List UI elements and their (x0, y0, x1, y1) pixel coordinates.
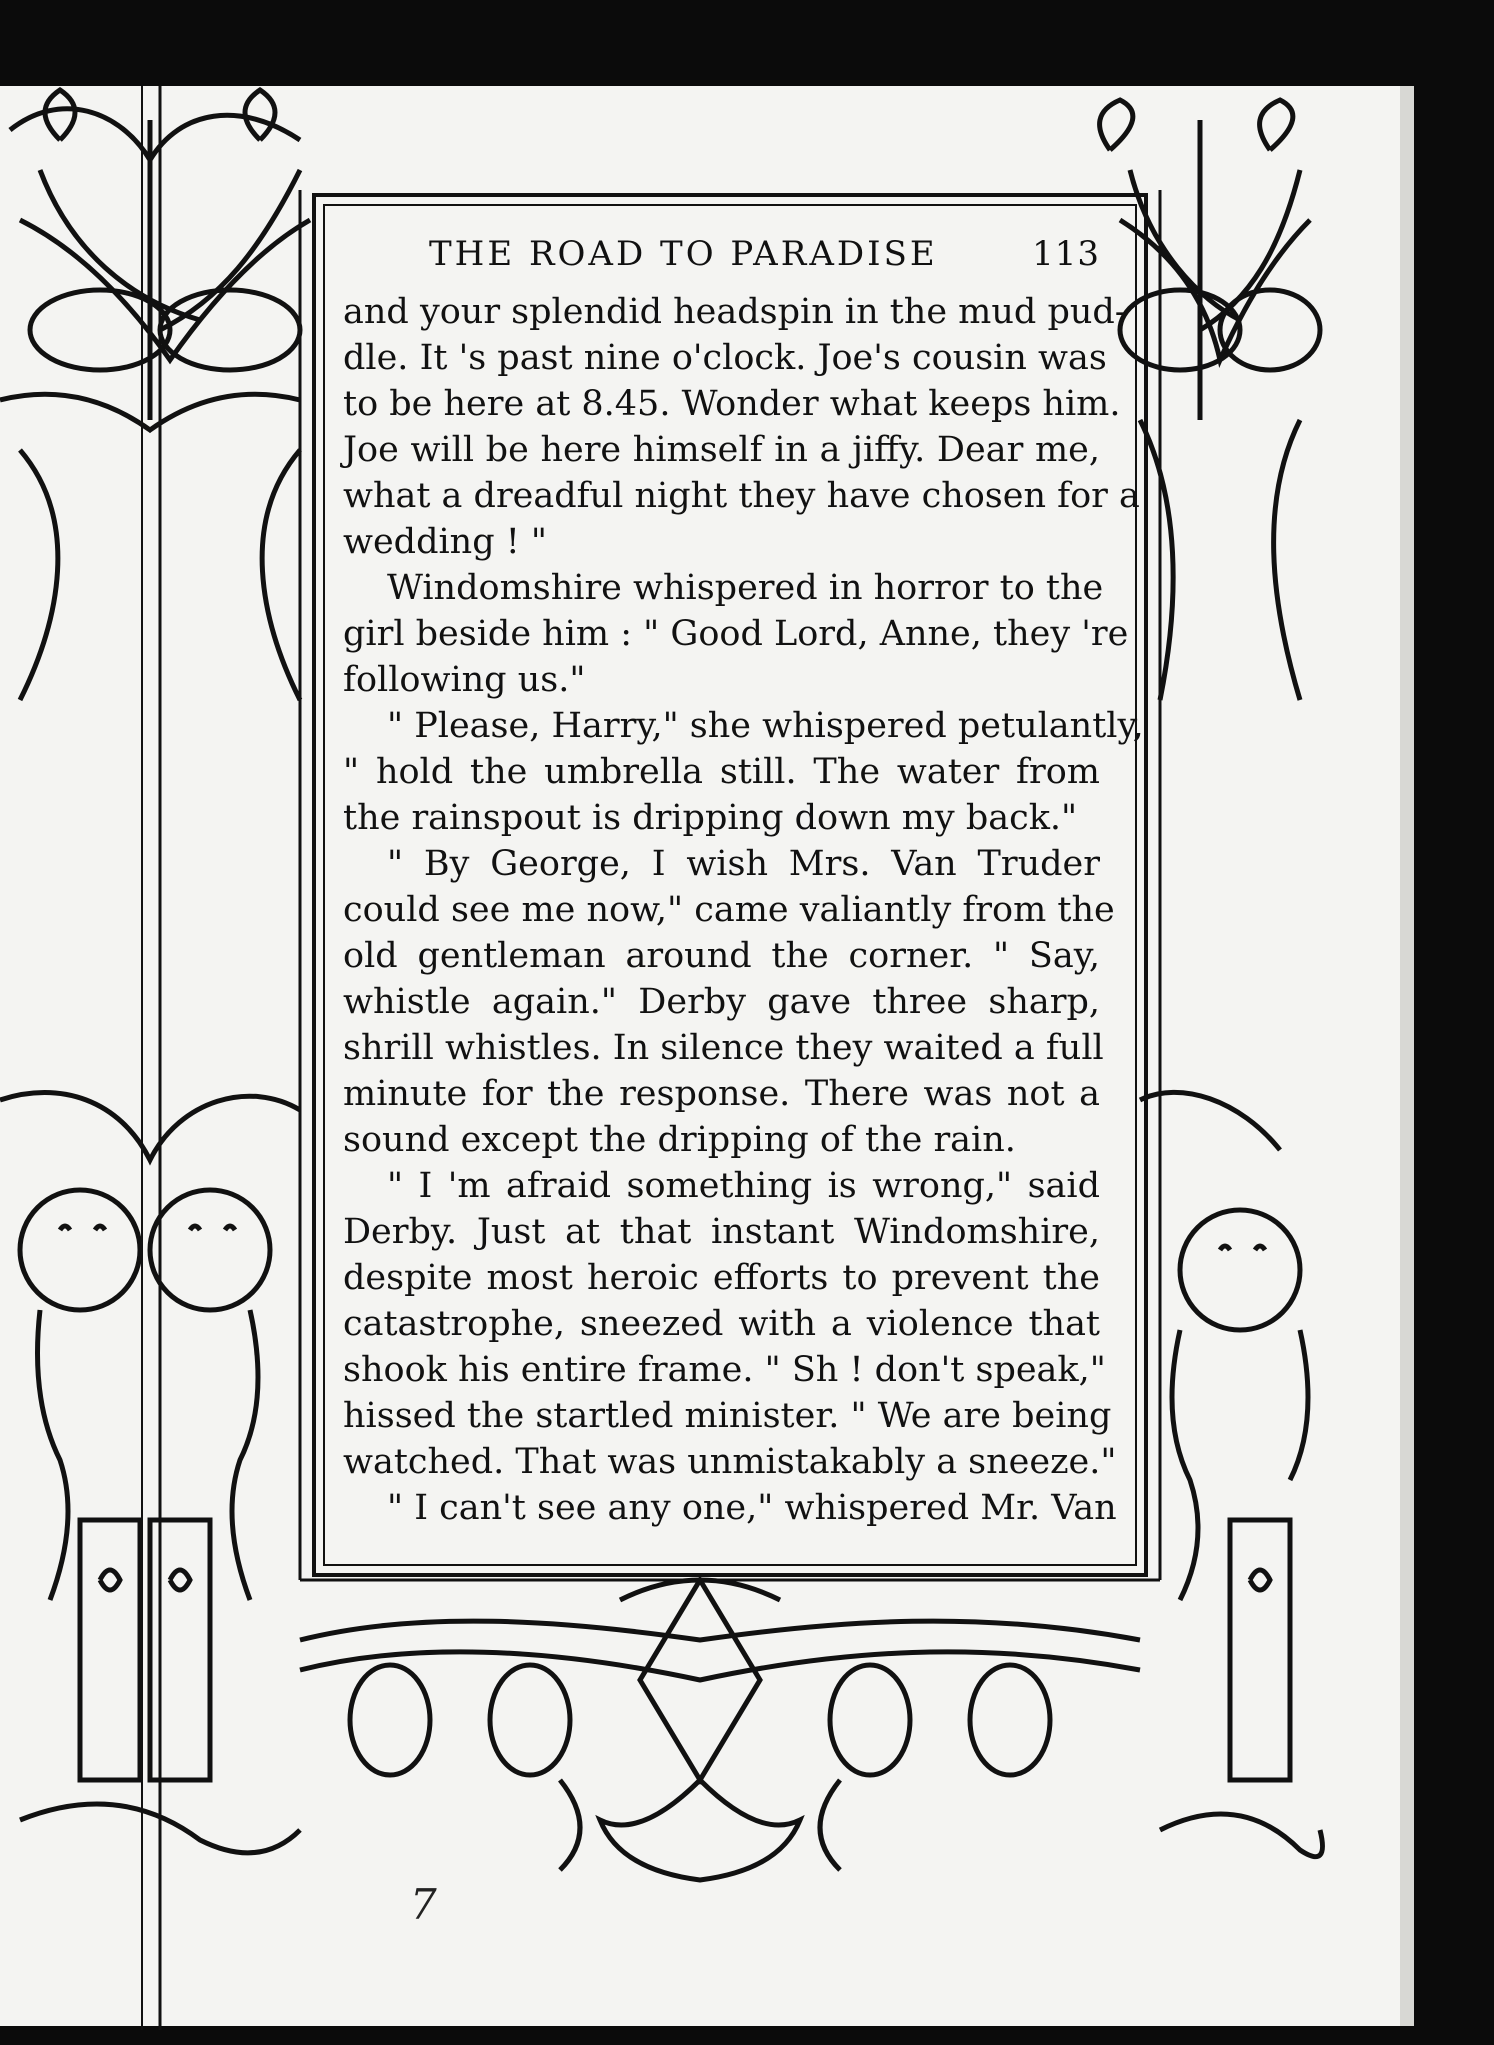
text-line: shrill whistles. In silence they waited a full (343, 1028, 1104, 1068)
text-line: wedding ! " (343, 522, 548, 562)
text-line: whistle again." Derby gave three sharp, (343, 982, 1100, 1022)
handwritten-mark: 7 (410, 1880, 437, 1929)
text-line: and your splendid headspin in the mud pud- (343, 292, 1127, 332)
text-line: to be here at 8.45. Wonder what keeps him. (343, 384, 1121, 424)
text-line: could see me now," came valiantly from the (343, 890, 1115, 930)
text-line: dle. It 's past nine o'clock. Joe's cousin was (343, 338, 1107, 378)
text-line: old gentleman around the corner. " Say, (343, 936, 1100, 976)
text-line: " hold the umbrella still. The water from (343, 752, 1100, 792)
text-line: " I 'm afraid something is wrong," said (387, 1166, 1100, 1206)
text-line: shook his entire frame. " Sh ! don't speak," (343, 1350, 1106, 1390)
text-line: Windomshire whispered in horror to the (387, 568, 1104, 608)
text-line: Derby. Just at that instant Windomshire, (343, 1212, 1100, 1252)
page-text-block (343, 225, 1144, 1531)
text-line: catastrophe, sneezed with a violence that (343, 1304, 1100, 1344)
text-line: hissed the startled minister. " We are being (343, 1396, 1112, 1436)
text-line: following us." (343, 660, 586, 700)
running-title: THE ROAD TO PARADISE (429, 234, 938, 274)
text-line: minute for the response. There was not a (343, 1074, 1100, 1114)
text-line: the rainspout is dripping down my back." (343, 798, 1078, 838)
text-line: " I can't see any one," whispered Mr. Van (387, 1488, 1117, 1528)
text-line: Joe will be here himself in a jiffy. Dear me, (343, 430, 1100, 470)
text-line: " By George, I wish Mrs. Van Truder (387, 844, 1100, 884)
text-line: girl beside him : " Good Lord, Anne, they 're (343, 614, 1129, 654)
text-line: sound except the dripping of the rain. (343, 1120, 1016, 1160)
text-line: despite most heroic efforts to prevent the (343, 1258, 1100, 1298)
text-line: " Please, Harry," she whispered petulantly, (387, 706, 1144, 746)
running-head (343, 225, 1100, 283)
text-line: what a dreadful night they have chosen for a (343, 476, 1140, 516)
text-line: watched. That was unmistakably a sneeze." (343, 1442, 1117, 1482)
page-number: 113 (1032, 234, 1100, 274)
